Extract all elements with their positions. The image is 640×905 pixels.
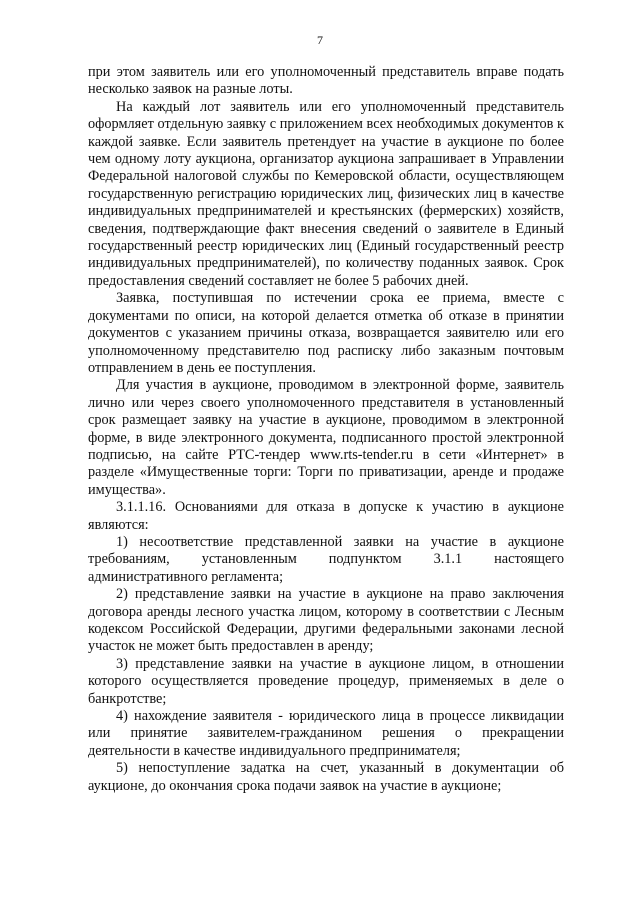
list-item-2: 2) представление заявки на участие в аукционе на право заключения договора аренды лесного участка лицом, которому в соответствии с Лесным кодексом Российской Федерации, другими федеральными законами лесной участок не может быть предоставлен в аренду; xyxy=(88,586,564,655)
page-number: 7 xyxy=(317,33,323,47)
document-body xyxy=(88,64,564,795)
paragraph-late-application: Заявка, поступившая по истечении срока ее приема, вместе с документами по описи, на которой делается отметка об отказе в принятии документов с указанием причины отказа, возвращается заявителю или его уполномоченному представителю под расписку либо заказным почтовым отправлением в день ее поступления. xyxy=(88,290,564,376)
list-item-3: 3) представление заявки на участие в аукционе лицом, в отношении которого осуществляется проведение процедур, применяемых в деле о банкротстве; xyxy=(88,655,564,707)
list-item-4: 4) нахождение заявителя - юридического лица в процессе ликвидации или принятие заявителем-гражданином решения о прекращении деятельности в качестве индивидуального предпринимателя; xyxy=(88,708,564,759)
paragraph-section-3-1-1-16: 3.1.1.16. Основаниями для отказа в допуске к участию в аукционе являются: xyxy=(88,499,564,533)
list-item-5: 5) непоступление задатка на счет, указанный в документации об аукционе, до окончания срока подачи заявок на участие в аукционе; xyxy=(88,760,564,794)
paragraph-electronic-auction: Для участия в аукционе, проводимом в электронной форме, заявитель лично или через своего уполномоченного представителя в установленный срок размещает заявку на участие в аукционе, проводимом в электронной форме, в виде электронного документа, подписанного простой электронной подписью, на сайте РТС-тендер www.rts-tender.ru в сети «Интернет» в разделе «Имущественные торги: Торги по приватизации, аренде и продаже имущества». xyxy=(88,377,564,498)
paragraph-lot-applications: На каждый лот заявитель или его уполномоченный представитель оформляет отдельную заявку с приложением всех необходимых документов к каждой заявке. Если заявитель претендует на участие в аукционе по более чем одному лоту аукциона, организатор аукциона запрашивает в Управлении Федеральной налоговой службы по Кемеровской области, осуществляющем государственную регистрацию юридических лиц, физических лиц в качестве индивидуальных предпринимателей и крестьянских (фермерских) хозяйств, сведения, подтверждающие факт внесения сведений о заявителе в Единый государственный реестр юридических лиц (Единый государственный реестр индивидуальных предпринимателей), по количеству поданных заявок. Срок предоставления сведений составляет не более 5 рабочих дней. xyxy=(88,98,564,289)
paragraph-continuation: при этом заявитель или его уполномоченный представитель вправе подать несколько заявок на разные лоты. xyxy=(88,64,564,98)
list-item-1: 1) несоответствие представленной заявки на участие в аукционе требованиям, установленным подпунктом 3.1.1 настоящего административного регламента; xyxy=(88,533,564,585)
